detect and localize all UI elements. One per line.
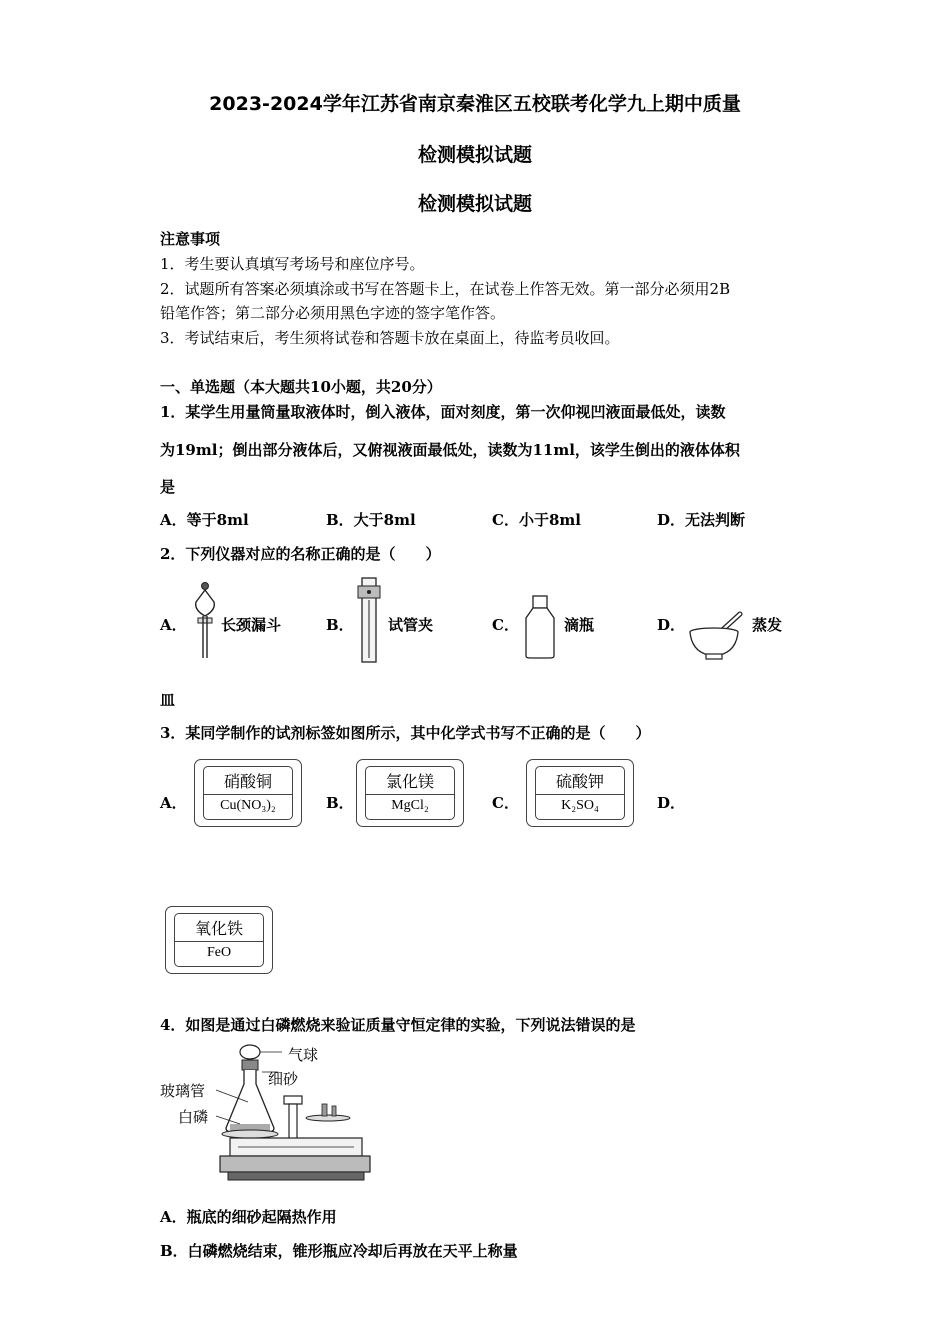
q4-option-b: B．白磷燃烧结束，锥形瓶应冷却后再放在天平上称量 (160, 1242, 518, 1260)
q2-letter-a: A． (160, 616, 187, 634)
reagent-label-b-formula: MgCl₂ (391, 798, 429, 813)
q3-letter-b: B． (326, 794, 354, 812)
q1-option-b: B．大于8ml (326, 511, 416, 529)
q2-name-d-tail: 皿 (160, 691, 176, 709)
page-subtitle: 检测模拟试题 (417, 144, 532, 166)
reagent-label-a-formula: Cu(NO₃)₂ (220, 798, 276, 813)
reagent-label-d-formula: FeO (206, 945, 232, 960)
reagent-label-c-name: 硫酸钾 (555, 772, 604, 791)
reagent-label-b-name: 氯化镁 (385, 772, 434, 791)
section-heading: 一、单选题（本大题共10小题，共20分） (160, 378, 442, 396)
q3-letter-a: A． (160, 794, 187, 812)
q1-option-a: A．等于8ml (160, 511, 249, 529)
reagent-label-c-formula: K₂SO₄ (561, 798, 599, 813)
q2-name-c: 滴瓶 (564, 616, 595, 634)
reagent-label-b (356, 759, 464, 827)
long-neck-funnel-icon (190, 580, 220, 662)
reagent-label-c (526, 759, 634, 827)
q1-option-d: D．无法判断 (657, 511, 746, 529)
q3-letter-c: C． (492, 794, 519, 812)
reagent-label-a-name: 硝酸铜 (223, 772, 272, 791)
q2-name-b: 试管夹 (388, 616, 434, 634)
page-subtitle-repeat: 检测模拟试题 (417, 193, 532, 215)
notes-item-2b: 铅笔作答；第二部分必须用黑色字迹的签字笔作答。 (160, 304, 506, 322)
q4-figure (160, 1042, 370, 1187)
q2-letter-c: C． (492, 616, 519, 634)
notes-item-2a: 2．试题所有答案必须填涂或书写在答题卡上，在试卷上作答无效。第一部分必须用2B (160, 280, 731, 298)
notes-item-1: 1．考生要认真填写考场号和座位序号。 (160, 255, 425, 273)
q2-letter-d: D． (657, 616, 686, 634)
fig-label-sand: 细砂 (268, 1070, 299, 1088)
q1-line-1: 1．某学生用量筒量取液体时，倒入液体，面对刻度，第一次仰视凹液面最低处，读数 (160, 403, 726, 421)
q4-stem: 4．如图是通过白磷燃烧来验证质量守恒定律的实验，下列说法错误的是 (160, 1016, 636, 1034)
notes-heading: 注意事项 (160, 230, 221, 248)
reagent-label-d (165, 906, 273, 974)
q2-stem: 2．下列仪器对应的名称正确的是（ ） (160, 545, 441, 563)
test-tube-holder-icon (352, 576, 386, 664)
fig-label-phosphorus: 白磷 (178, 1108, 209, 1126)
q1-option-c: C．小于8ml (492, 511, 581, 529)
q3-letter-d: D． (657, 794, 686, 812)
q2-name-a: 长颈漏斗 (221, 616, 282, 634)
q1-line-3: 是 (160, 478, 176, 496)
q2-name-d: 蒸发 (752, 616, 783, 634)
page-title: 2023-2024学年江苏省南京秦淮区五校联考化学九上期中质量 (209, 93, 741, 115)
dropper-bottle-icon (522, 594, 558, 660)
mortar-and-pestle-icon (688, 610, 746, 666)
q4-option-a: A．瓶底的细砂起隔热作用 (160, 1208, 337, 1226)
notes-item-3: 3．考试结束后，考生须将试卷和答题卡放在桌面上，待监考员收回。 (160, 329, 620, 347)
q1-line-2: 为19ml；倒出部分液体后，又俯视液面最低处，读数为11ml，该学生倒出的液体体积 (160, 441, 740, 459)
q2-letter-b: B． (326, 616, 354, 634)
reagent-label-a (194, 759, 302, 827)
fig-label-glass-tube: 玻璃管 (160, 1082, 206, 1100)
fig-label-balloon: 气球 (288, 1046, 319, 1064)
q3-stem: 3．某同学制作的试剂标签如图所示，其中化学式书写不正确的是（ ） (160, 724, 651, 742)
reagent-label-d-name: 氧化铁 (194, 919, 243, 938)
